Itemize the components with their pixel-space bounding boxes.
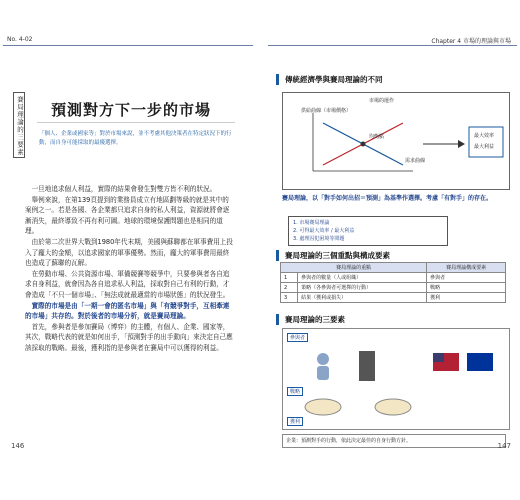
left-page bbox=[3, 30, 253, 448]
intro-text: 「個人、企業或國家等」對於市場來說，並不考慮其他決策者在特定狀況下的行動，而自身可能採取的最優選擇。 bbox=[39, 131, 232, 146]
right-page bbox=[268, 30, 517, 448]
bowl-icon bbox=[305, 399, 341, 415]
table-cell: 參與者的數量（人或組織） bbox=[298, 273, 427, 283]
header-rule bbox=[3, 45, 253, 46]
body-text bbox=[25, 184, 235, 354]
paragraph: 首先，參與者是參加賽局（博弈）的主體，有個人、企業、國家等，其次，戰略代表的就是如何出手，「預測對手的出手動向」來決定自己應該採取的戰略。最後，獲利指的是參與者在賽局中可以獲得的利益。 bbox=[25, 322, 233, 352]
table-row bbox=[281, 293, 506, 303]
note-item: 3. 處理囚犯困境等問題 bbox=[293, 236, 345, 242]
building-icon bbox=[359, 351, 375, 381]
table-cell: 參與者 bbox=[427, 273, 506, 283]
paragraph: 一旦地追求個人利益，實際的結果會發生對雙方皆不利的狀況。 bbox=[31, 185, 217, 193]
paragraph: 在勞動市場、公共資源市場、軍備競賽等競爭中，只要參與者各自追求自身利益，就會因為各自追求私人利益，採取對自己有利的行動，才會造成「不只一個市場」、「無法成就最適當的市場狀態」的狀況發生。 bbox=[25, 269, 230, 299]
header-rule bbox=[268, 45, 517, 46]
table-cell: 2 bbox=[281, 283, 298, 293]
right-header bbox=[268, 30, 517, 48]
table-row bbox=[281, 283, 506, 293]
diagram-box-title: 市場的運作 bbox=[369, 98, 395, 104]
notes-box bbox=[288, 216, 448, 246]
bowl-icon bbox=[375, 399, 411, 415]
section-title: 賽局理論的三個重點與構成要素 bbox=[276, 250, 390, 261]
table-row bbox=[281, 273, 506, 283]
left-header bbox=[3, 30, 253, 48]
eu-flag-icon bbox=[467, 353, 493, 371]
vertical-label: 賽局理論的三要素 bbox=[13, 92, 25, 158]
paragraph: 由於第二次世界大戰到1980年代末期，美國與蘇聯都在軍事費用上投入了龐大的金額，以追求國家的軍事優勢。然而，龐大的軍事費用最終也造成了蘇聯的瓦解。 bbox=[25, 237, 233, 268]
callout-text: 賽局理論，以「對手如何出招＝預測」為基準作選擇。考慮「有對手」的存在。 bbox=[282, 195, 493, 202]
elements-illustration bbox=[282, 328, 510, 430]
result-label-2: 最大利益 bbox=[474, 144, 495, 150]
table-cell: 戰略 bbox=[427, 283, 506, 293]
note-item: 1. 市場賽局理論 bbox=[293, 220, 330, 226]
section-title: 賽局理論的三要素 bbox=[276, 314, 345, 325]
market-diagram bbox=[282, 92, 510, 190]
supply-label: 供給曲線（市場價格） bbox=[301, 108, 352, 114]
elements-table bbox=[280, 262, 506, 303]
demand-label: 需求曲線 bbox=[405, 158, 426, 164]
page-number: 146 bbox=[11, 442, 25, 448]
payoff-tag: 獲利 bbox=[287, 417, 303, 426]
illustration-graphics bbox=[283, 329, 509, 429]
equilibrium-label: 均衡點 bbox=[369, 134, 385, 140]
person-icon bbox=[317, 353, 329, 365]
table-cell: 3 bbox=[281, 293, 298, 303]
us-flag-canton bbox=[433, 353, 444, 362]
table-header-row bbox=[281, 263, 506, 273]
person-body-icon bbox=[317, 366, 329, 380]
player-tag: 參與者 bbox=[287, 333, 308, 342]
strategy-tag: 戰略 bbox=[287, 387, 303, 396]
table-header: 賽局理論的重點 bbox=[281, 263, 427, 273]
section-title: 傳統經濟學與賽局理論的不同 bbox=[276, 74, 383, 85]
section-number: No. 4-02 bbox=[7, 36, 33, 43]
table-cell: 1 bbox=[281, 273, 298, 283]
strategy-note: 企業：預測對手的行動，依此決定最佳的自身行動方針。 bbox=[282, 434, 506, 448]
table-cell: 策略（各參與者可選擇的行動） bbox=[298, 283, 427, 293]
page-title: 預測對方下一步的市場 bbox=[51, 101, 212, 119]
table-cell: 結果（獲利或損失） bbox=[298, 293, 427, 303]
table-header: 賽局理論構成要素 bbox=[427, 263, 506, 273]
chapter-label: Chapter 4 市場的理論與市場 bbox=[431, 38, 511, 45]
paragraph: 實際的市場是由「一期一會的匿名市場」與「有競爭對手，互相牽連的市場」共存的。對於後者的市場分析，就是賽局理論。 bbox=[25, 301, 230, 321]
page-number: 147 bbox=[497, 442, 511, 448]
title-rule bbox=[37, 122, 235, 123]
arrow-head bbox=[458, 140, 465, 148]
result-label-1: 最大效率 bbox=[474, 133, 495, 139]
equilibrium-point bbox=[361, 142, 366, 147]
paragraph: 舉例來說，在第139頁提到的業務員成立有地區劃等級的就是其中的案例之一。若是各國、各企業都只追求自身的私人利益，資源就將會逐漸消失，最終導致不再有利可圖。地球的環境保護問題也是相同的道理。 bbox=[25, 195, 230, 236]
note-item: 2. 可得最大效率 / 最大利益 bbox=[293, 228, 355, 234]
table-cell: 獲利 bbox=[427, 293, 506, 303]
